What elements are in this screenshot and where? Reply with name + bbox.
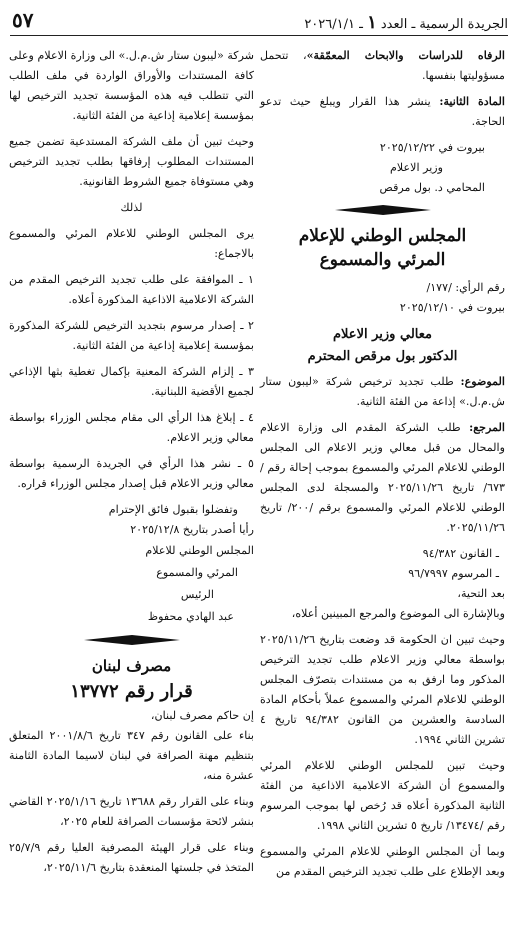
opinion-date: بيروت في ٢٠٢٥/١٢/١٠ bbox=[399, 301, 505, 314]
decision-number: قرار رقم ١٣٧٧٢ bbox=[70, 681, 193, 702]
reference-text: طلب الشركة المقدم الى وزارة الاعلام والمحال من قبل معالي وزير الاعلام الى المجلس الوطني للاعلام المرئي والمسموع بموجب إحالة رقم /٦٧٣/ تاريخ ٢٠٢٥/١١/٢٦ والمسجلة لدى المجلس الوطني للاعلام المرئي والمسموع برقم /٢٠٠/ تاريخ ٢٠٢٥/١١/٢٦. bbox=[260, 421, 505, 534]
right-column bbox=[260, 46, 505, 888]
paragraph-whereas-1: وحيث تبين ان الحكومة قد وضعت بتاريخ ٢٠٢٥/١١/٢٦ بواسطة معالي وزير الاعلام طلب تجديد الترخيص المذكور وما ارفق به من مستندات بتصرّف المجلس الوطني للاعلام المرئي والمسموع عملاً بأحكام المادة السادسة والعشرين من القانون ٩٤/٣٨٢ تاريخ ٤ تشرين الثاني ١٩٩٤. bbox=[260, 633, 505, 746]
paragraph-reference: وبالإشارة الى الموضوع والمرجع المبينين أعلاه، bbox=[291, 607, 505, 620]
signature-council: المجلس الوطني للاعلام bbox=[145, 544, 254, 557]
signature-name: عبد الهادي محفوظ bbox=[147, 610, 234, 623]
paragraph-committee: وبناء على قرار الهيئة المصرفية العليا رقم ٢٥/٧/٩ المتخذ في جلستها المنعقدة بتاريخ ٢٠٢٥/١١/٦، bbox=[9, 841, 254, 874]
issue-number: ١ bbox=[367, 12, 377, 33]
page-header bbox=[10, 6, 508, 36]
entity-name: الرفاه للدراسات والابحاث المعمّقة» bbox=[306, 49, 505, 62]
subject-label: الموضوع: bbox=[460, 375, 505, 388]
opinion-item-5: ٥ ـ نشر هذا الرأي في الجريدة الرسمية بواسطة معالي وزير الاعلام قبل إصدار مجلس الوزراء قراره. bbox=[9, 457, 254, 490]
paragraph-whereas-3: وبما أن المجلس الوطني للاعلام المرئي والمسموع وبعد الإطلاع على طلب تجديد الترخيص المقدم من bbox=[260, 845, 505, 878]
law-line: ـ القانون ٩٤/٣٨٢ bbox=[422, 547, 499, 560]
council-subtitle: المرئي والمسموع bbox=[319, 250, 446, 270]
issued-date: رأيا أصدر بتاريخ ٢٠٢٥/١٢/٨ bbox=[130, 523, 254, 536]
subject bbox=[260, 372, 505, 412]
governor-line: إن حاكم مصرف لبنان، bbox=[150, 709, 254, 722]
page-number: ٥٧ bbox=[12, 8, 34, 32]
paragraph-continuation-left: شركة «ليبون ستار ش.م.ل.» الى وزارة الاعلام وعلى كافة المستندات والأوراق الواردة في ملف الطلب التي تتطلب فيه هذه المؤسسة تجديد الترخيص لها بمؤسسة إعلامية إذاعية من الفئة الثانية. bbox=[9, 49, 254, 122]
paragraph-law: بناء على القانون رقم ٣٤٧ تاريخ ٢٠٠١/٨/٦ المتعلق بتنظيم مهنة الصرافة في لبنان لاسيما المادة الثامنة عشرة منه، bbox=[9, 729, 255, 782]
subject-text: طلب تجديد ترخيص شركة «ليبون ستار ش.م.ل.» إذاعة من الفئة الثانية. bbox=[260, 375, 505, 408]
signer-name: المحامي د. بول مرقص bbox=[379, 181, 485, 194]
paragraph-whereas-4: وحيث تبين أن ملف الشركة المستدعية تضمن جميع المستندات المطلوب إرفاقها بطلب تجديد الترخيص وهي مستوفاة جميع الشروط القانونية. bbox=[9, 135, 254, 188]
article-two-text: ينشر هذا القرار ويبلغ حيث تدعو الحاجة. bbox=[260, 95, 505, 128]
addressee-title: معالي وزير الاعلام bbox=[333, 327, 432, 342]
divider-ornament-icon bbox=[335, 204, 431, 216]
opinion-item-4: ٤ ـ إبلاغ هذا الرأي الى مقام مجلس الوزراء بواسطة معالي وزير الاعلام. bbox=[9, 411, 254, 444]
issue-date: ـ ٢٠٢٦/١/١ bbox=[304, 17, 363, 32]
greeting: بعد التحية، bbox=[457, 587, 505, 600]
paragraph-text: ، تتحمل مسؤوليتها بنفسها. bbox=[260, 49, 505, 82]
header-title-group bbox=[304, 12, 508, 33]
opinion-item-3: ٣ ـ إلزام الشركة المعنية بإكمال تغطية بثها الإذاعي لجميع الأقضية اللبنانية. bbox=[9, 365, 254, 398]
article-two bbox=[260, 92, 505, 132]
signer-title: وزير الاعلام bbox=[390, 161, 443, 174]
decree-line: ـ المرسوم ٩٦/٧٩٩٧ bbox=[408, 567, 499, 580]
closing-line: وتفضلوا بقبول فائق الإحترام bbox=[108, 503, 238, 516]
signature-role: الرئيس bbox=[180, 588, 214, 601]
left-column bbox=[9, 46, 254, 884]
reference bbox=[260, 418, 505, 538]
paragraph-continuation bbox=[260, 46, 505, 86]
opinion-item-2: ٢ ـ إصدار مرسوم بتجديد الترخيص للشركة المذكورة بمؤسسة إعلامية إذاعية من الفئة الثانية. bbox=[9, 319, 254, 352]
paragraph-decision: وبناء على القرار رقم ١٣٦٨٨ تاريخ ٢٠٢٥/١/١٦ القاضي بنشر لائحة مؤسسات الصرافة للعام ٢٠٢٥، bbox=[9, 795, 254, 828]
council-title: المجلس الوطني للإعلام bbox=[298, 226, 467, 246]
gazette-title: الجريدة الرسمية ـ العدد bbox=[380, 17, 508, 32]
reference-label: المرجع: bbox=[469, 421, 506, 434]
addressee-name: الدكتور بول مرقص المحترم bbox=[307, 349, 458, 364]
bank-title: مصرف لبنان bbox=[91, 657, 172, 675]
opinion-item-1: ١ ـ الموافقة على طلب تجديد الترخيص المقدم من الشركة الاعلامية الاذاعية المذكورة أعلاه. bbox=[9, 273, 254, 306]
opinion-intro: يرى المجلس الوطني للاعلام المرئي والمسموع بالاجماع: bbox=[9, 227, 254, 260]
article-two-label: المادة الثانية: bbox=[439, 95, 505, 108]
signature-council-subtitle: المرئي والمسموع bbox=[156, 566, 238, 579]
place-date: بيروت في ٢٠٢٥/١٢/٢٢ bbox=[379, 141, 485, 154]
paragraph-whereas-2: وحيث تبين للمجلس الوطني للاعلام المرئي والمسموع أن الشركة الاعلامية الاذاعية من الفئة الثانية المذكورة أعلاه قد رُخص لها بموجب المرسوم رقم /١٣٤٧٤/ تاريخ ٥ تشرين الثاني ١٩٩٨. bbox=[260, 759, 505, 832]
divider-ornament-icon bbox=[84, 634, 180, 646]
opinion-number: رقم الرأي: /١٧٧/ bbox=[426, 281, 505, 294]
therefore-heading: لذلك bbox=[120, 201, 143, 214]
